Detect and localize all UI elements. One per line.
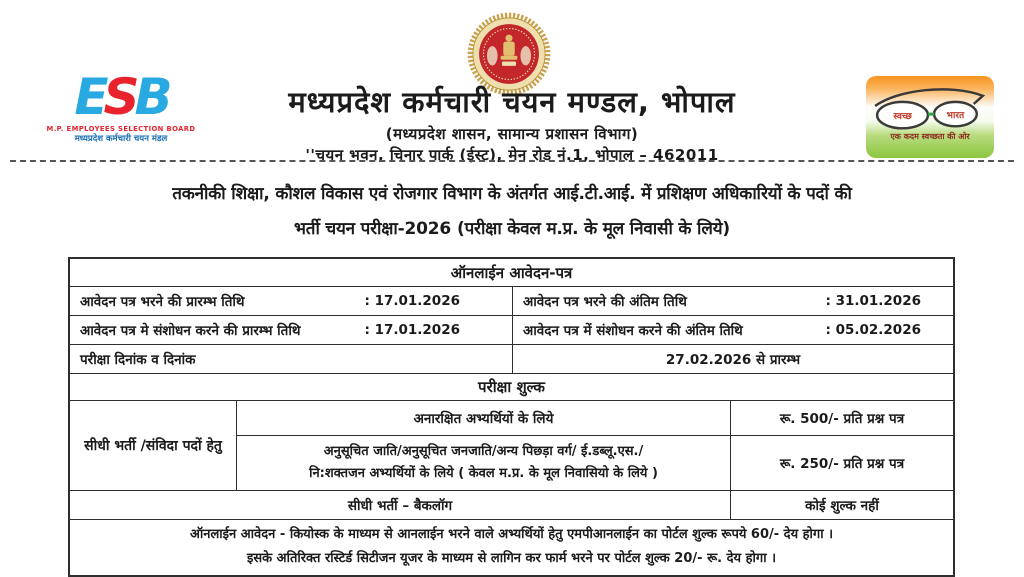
notice-title-eligibility-note: (परीक्षा केवल म.प्र. के मूल निवासी के लिये): [457, 219, 730, 239]
cell-start-date: [70, 287, 513, 315]
swachh-lens-left-text: स्वच्छ: [893, 112, 912, 123]
portal-fee-note-line2: इसके अतिरिक्त रस्टिर्ड सिटीजन यूजर के माध्यम से लागिन कर फार्म भरने पर पोर्टल शुल्क 20/- रू. देय होगा ।: [246, 551, 777, 567]
swachh-tagline: एक कदम स्वच्छता की ओर: [890, 132, 970, 141]
table-row-application-dates: [70, 286, 953, 315]
reserved-category-line1: अनुसूचित जाति/अनुसूचित जनजाति/अन्य पिछड़ा वर्ग/ ई.डब्लू.एस./: [323, 443, 644, 459]
portal-fee-note-line1: ऑनलाईन आवेदन - कियोस्क के माध्यम से आनलाईन भरने वाले अभ्यर्थियों हेतु एमपीआनलाईन का पोर्टल शुल्क रूपये 60/- देय होगा ।: [189, 527, 834, 542]
end-date-value: : 31.01.2026: [825, 293, 921, 309]
esb-caption-hindi: मध्यप्रदेश कर्मचारी चयन मंडल: [74, 133, 168, 144]
org-name: मध्यप्रदेश कर्मचारी चयन मण्डल, भोपाल: [288, 85, 736, 119]
esb-letter-s: S: [103, 68, 135, 126]
notice-title: [0, 181, 1024, 239]
table-row-correction-dates: [70, 315, 953, 344]
esb-caption-english: M.P. EMPLOYEES SELECTION BOARD: [46, 124, 196, 133]
table-row-exam-date: [70, 344, 953, 373]
notice-title-exam: भर्ती चयन परीक्षा-2026: [294, 219, 451, 239]
esb-letter-b: B: [134, 68, 168, 126]
org-address: ''चयन भवन, चिनार पार्क (ईस्ट), मेन रोड नं.1, भोपाल – 462011: [305, 146, 719, 164]
start-date-value: : 17.01.2026: [364, 293, 460, 309]
cell-end-date: [513, 287, 953, 315]
section-header-exam-fee: परीक्षा शुल्क: [70, 373, 953, 400]
section-header-online-application: ऑनलाईन आवेदन-पत्र: [450, 263, 573, 282]
header-divider: [10, 160, 1014, 162]
notice-title-line1: तकनीकी शिक्षा, कौशल विकास एवं रोजगार विभाग के अंतर्गत आई.टी.आई. में प्रशिक्षण अधिकारियों के पदों की: [172, 184, 852, 204]
end-date-label: आवेदन पत्र भरने की अंतिम तिथि: [523, 294, 687, 310]
swachh-glasses-icon: [869, 81, 991, 135]
cell-fee-group-label: सीधी भर्ती /संविदा पदों हेतु: [70, 401, 237, 490]
org-department: (मध्यप्रदेश शासन, सामान्य प्रशासन विभाग): [385, 125, 639, 143]
correction-end-value: : 05.02.2026: [825, 322, 921, 338]
swachh-lens-right-text: भारत: [946, 111, 965, 122]
swachh-bharat-logo: [866, 76, 994, 158]
table-row-backlog: [70, 490, 953, 519]
fee-rows: [237, 401, 953, 490]
esb-letter-e: E: [74, 68, 104, 126]
application-schedule-table: [68, 257, 955, 577]
correction-start-label: आवेदन पत्र मे संशोधन करने की प्रारम्भ तिथि: [80, 323, 301, 339]
notice-title-line2: [0, 216, 1024, 239]
cell-unreserved-fee: रू. 500/- प्रति प्रश्न पत्र: [779, 411, 905, 427]
exam-date-label: परीक्षा दिनांक व दिनांक: [80, 352, 196, 368]
cell-unreserved-category: अनारक्षित अभ्यर्थियों के लिये: [237, 401, 731, 435]
cell-exam-date-label: [70, 345, 513, 373]
cell-backlog-category: सीधी भर्ती – बैकलॉग: [70, 491, 731, 519]
fee-row-unreserved: [237, 401, 953, 435]
cell-reserved-category: [237, 436, 731, 490]
start-date-label: आवेदन पत्र भरने की प्रारम्भ तिथि: [80, 294, 245, 310]
cell-backlog-fee: कोई शुल्क नहीं: [805, 498, 879, 514]
reserved-category-line2: नि:शक्तजन अभ्यर्थियों के लिये ( केवल म.प्र. के मूल निवासियो के लिये ): [309, 466, 658, 481]
correction-start-value: : 17.01.2026: [364, 322, 460, 338]
cell-correction-end: [513, 316, 953, 344]
correction-end-label: आवेदन पत्र में संशोधन करने की अंतिम तिथि: [523, 323, 743, 339]
fee-row-reserved: [237, 435, 953, 490]
cell-correction-start: [70, 316, 513, 344]
cell-exam-date-value: 27.02.2026 से प्रारम्भ: [665, 352, 801, 368]
cell-reserved-fee: रू. 250/- प्रति प्रश्न पत्र: [779, 456, 905, 472]
portal-fee-note: [70, 519, 953, 575]
fee-section: [70, 400, 953, 490]
